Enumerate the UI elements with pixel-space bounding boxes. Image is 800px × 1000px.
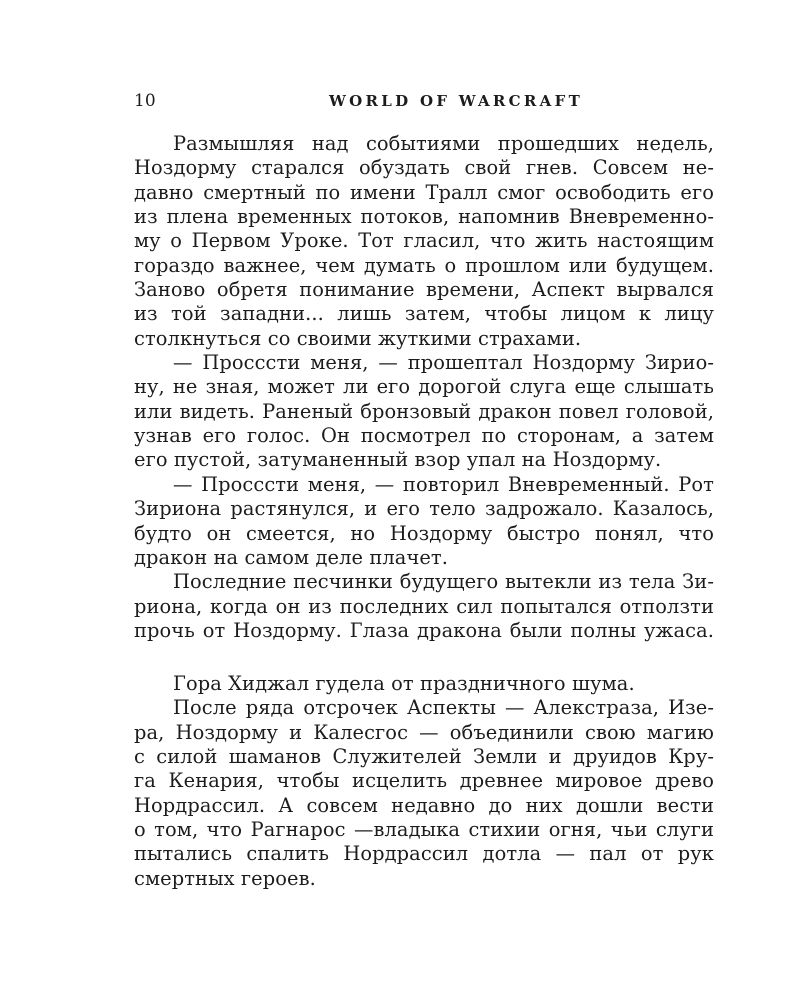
text-line: ну, не зная, может ли его дорогой слуга еще слышать [134, 375, 714, 399]
running-head: WORLD OF WARCRAFT [329, 92, 584, 110]
text-line: — Проссcти меня, — повторил Вневременный. Рот [173, 472, 714, 496]
text-line: смертных героев. [134, 866, 316, 890]
text-line: или видеть. Раненый бронзовый дракон повел головой, [134, 399, 714, 423]
text-line: прочь от Ноздорму. Глаза дракона были полны ужаса. [134, 618, 714, 642]
text-line: Нордрассил. А совсем недавно до них дошли вести [134, 793, 714, 817]
text-section-one [134, 132, 714, 643]
text-line: будто он смеется, но Ноздорму быстро понял, что [134, 521, 714, 545]
text-line: Ноздорму старался обуздать свой гнев. Совсем не- [134, 156, 714, 180]
text-line: му о Первом Уроке. Тот гласил, что жить настоящим [134, 229, 714, 253]
text-line: Размышляя над событиями прошедших недель, [173, 132, 714, 155]
text-line: его пустой, затуманенный взор упал на Ноздорму. [134, 448, 662, 472]
text-line: пытались спалить Нордрассил дотла — пал от рук [134, 842, 714, 866]
text-line: столкнуться со своими жуткими страхами. [134, 326, 582, 350]
text-line: узнав его голос. Он посмотрел по сторонам, а затем [134, 424, 714, 448]
text-line: Зириона растянулся, и его тело задрожало. Казалось, [134, 497, 714, 521]
text-line: о том, что Рагнарос —владыка стихии огня, чьи слуги [134, 818, 714, 842]
text-line: гораздо важнее, чем думать о прошлом или будущем. [134, 253, 714, 277]
text-line: с силой шаманов Служителей Земли и друидов Кру- [134, 745, 714, 769]
text-line: из плена временных потоков, напомнив Вневременно- [134, 205, 714, 229]
text-line: давно смертный по имени Тралл смог освободить его [134, 180, 714, 204]
text-line: дракон на самом деле плачет. [134, 545, 449, 569]
page-number: 10 [134, 91, 156, 111]
text-line: Гора Хиджал гудела от праздничного шума. [173, 672, 635, 695]
text-line: — Проссcти меня, — прошептал Ноздорму Зирио- [173, 351, 714, 375]
text-line: га Кенария, чтобы исцелить древнее мировое древо [134, 769, 714, 793]
text-line: ра, Ноздорму и Калесгос — объединили свою магию [134, 720, 714, 744]
text-section-two [134, 672, 714, 891]
text-line: риона, когда он из последних сил попытался отползти [134, 594, 714, 618]
text-line: Заново обретя понимание времени, Аспект вырвался [134, 278, 714, 302]
text-line: из той западни... лишь затем, чтобы лицом к лицу [134, 302, 714, 326]
text-line: Последние песчинки будущего вытекли из тела Зи- [173, 570, 714, 594]
text-line: После ряда отсрочек Аспекты — Алекстраза, Изе- [173, 696, 714, 720]
